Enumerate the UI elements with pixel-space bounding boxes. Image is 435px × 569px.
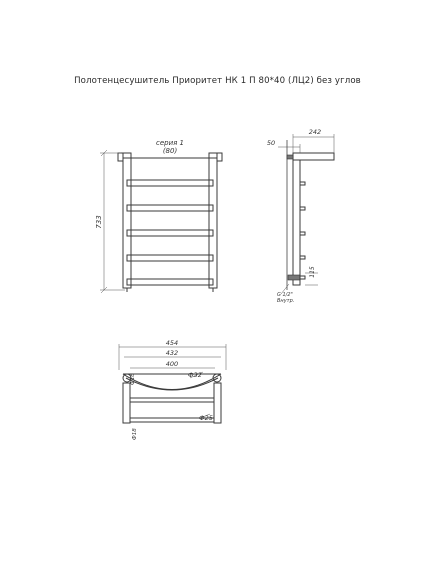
pipe-rung-label: Ф25 <box>199 414 213 422</box>
top-left-post <box>123 383 130 423</box>
front-rung <box>127 279 213 285</box>
pipe-large-label: Ф32 <box>188 371 202 379</box>
side-rung-stub <box>300 182 305 185</box>
front-left-pipe <box>123 153 131 288</box>
side-shelf <box>293 153 334 160</box>
side-rung-stub <box>300 232 305 235</box>
front-right-pipe <box>209 153 217 288</box>
top-view <box>119 339 226 440</box>
shelf-curve-inner <box>126 378 218 390</box>
depth-dimension-label: 242 <box>308 128 322 136</box>
pipe-small-top-label: Ф18 <box>130 373 136 385</box>
front-view <box>95 139 222 293</box>
dim-mid-label: 432 <box>165 349 179 357</box>
drawing-title: Полотенцесушитель Приоритет НК 1 П 80*40 (ЛЦ2) без углов <box>74 76 361 86</box>
side-view <box>267 128 334 304</box>
wall-offset-label: 50 <box>266 139 276 147</box>
pipe-small-bottom-label: Ф18 <box>132 428 138 440</box>
dim-outer-label: 454 <box>165 339 179 347</box>
side-bottom-connector <box>288 275 300 280</box>
side-rung-stub <box>300 207 305 210</box>
wall-bracket-top <box>287 155 293 159</box>
front-rung <box>127 205 213 211</box>
front-rung <box>127 180 213 186</box>
thread-sub-label: Внутр. <box>277 298 295 304</box>
top-right-post <box>214 383 221 423</box>
side-vertical-pipe <box>293 160 300 285</box>
front-left-lug <box>118 153 123 161</box>
thread-label: G 1/2" <box>277 292 293 298</box>
series-label: серия 1 <box>155 139 185 147</box>
side-rung-stub <box>300 256 305 259</box>
front-rungs <box>127 180 213 285</box>
shelf-curve-outer <box>123 374 221 390</box>
side-rung-stubs <box>300 182 305 259</box>
series-value: (80) <box>162 147 178 155</box>
front-rung <box>127 230 213 236</box>
connection-dimension-label: 115 <box>309 266 316 278</box>
side-bottom-stub <box>300 276 305 279</box>
front-right-lug <box>217 153 222 161</box>
dim-inner-label: 400 <box>165 360 179 368</box>
front-rung <box>127 255 213 261</box>
height-dimension-label: 733 <box>95 215 103 229</box>
